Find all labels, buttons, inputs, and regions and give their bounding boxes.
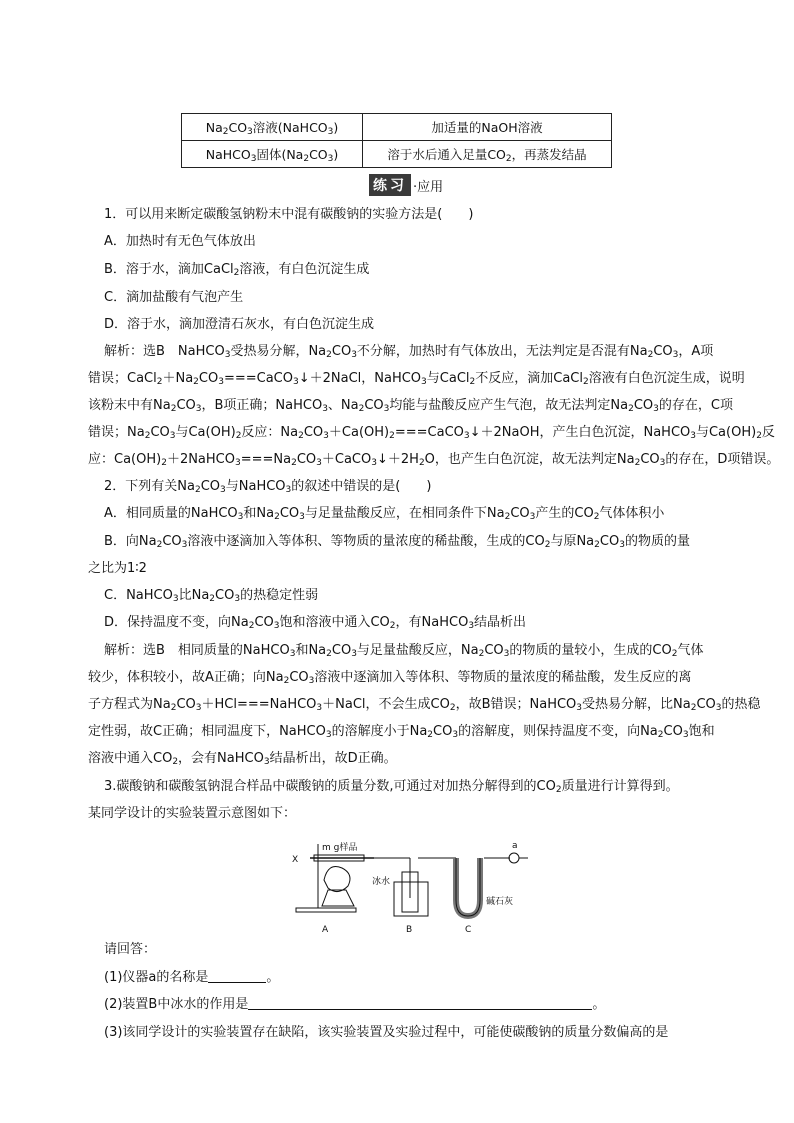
table-row bbox=[182, 141, 612, 168]
beaker-ice bbox=[394, 882, 428, 916]
analysis-line: 错误；$Na_2CO_3$与$Ca(OH)_2$反应：$Na_2CO_3+Ca(OH)_2===CaCO_3↓+2NaOH$，产生白色沉淀，NaHCO$_3$与$Ca(OH)_2$反 bbox=[88, 425, 775, 441]
answer-blank[interactable] bbox=[248, 997, 592, 1010]
u-tube-c bbox=[456, 858, 480, 916]
answer-prompt: 请回答： bbox=[104, 942, 157, 957]
option-d: D．溶于水，滴加澄清石灰水，有白色沉淀生成 bbox=[104, 317, 375, 332]
analysis-line: 子方程式为$Na_2CO_3+HCl===NaHCO_3+NaCl$，不会生成$CO_2$，故B错误；NaHCO$_3$受热易分解，比$Na_2CO_3$的热稳 bbox=[88, 697, 761, 713]
table-cell: $Na_2CO_3$溶液(NaHCO$_3$) bbox=[182, 114, 363, 141]
option-c: C．滴加盐酸有气泡产生 bbox=[104, 290, 244, 305]
analysis-line: 溶液中通入$CO_2$，会有NaHCO$_3$结晶析出，故D正确。 bbox=[88, 751, 397, 767]
practice-tag: 练习 bbox=[369, 174, 411, 196]
option-a: A．相同质量的NaHCO$_3$和$Na_2CO_3$与足量盐酸反应，在相同条件下$Na_2CO_3$产生的$CO_2$气体体积小 bbox=[104, 506, 665, 522]
table-cell: 加适量的NaOH溶液 bbox=[363, 114, 612, 141]
analysis-line: 错误；$CaCl_2+Na_2CO_3===CaCO_3↓+2NaCl$，NaHCO$_3$与CaCl$_2$不反应，滴加CaCl$_2$溶液有白色沉淀生成，说明 bbox=[88, 371, 745, 387]
label-C: C bbox=[465, 925, 472, 935]
alcohol-lamp bbox=[322, 890, 354, 906]
practice-heading bbox=[369, 174, 443, 196]
x-label: X bbox=[292, 855, 299, 865]
option-a: A．加热时有无色气体放出 bbox=[104, 234, 256, 249]
question-3: 3.碳酸钠和碳酸氢钠混合样品中碳酸钠的质量分数,可通过对加热分解得到的$CO_2$质量进行计算得到。 bbox=[104, 779, 679, 795]
subquestion-3: (3)该同学设计的实验装置存在缺陷，该实验装置及实验过程中，可能使碳酸钠的质量分数偏高的是 bbox=[104, 1025, 669, 1040]
purification-table bbox=[181, 113, 612, 168]
label-A: A bbox=[322, 925, 329, 935]
question-3-cont: 某同学设计的实验装置示意图如下： bbox=[88, 806, 297, 821]
option-b-cont: 之比为1∶2 bbox=[88, 561, 147, 576]
option-b: B．向$Na_2CO_3$溶液中逐滴加入等体积、等物质的量浓度的稀盐酸，生成的$CO_2$与原$Na_2CO_3$的物质的量 bbox=[104, 534, 690, 550]
subquestion-1: (1)仪器a的名称是 。 bbox=[104, 970, 280, 985]
analysis-line: 较少，体积较小，故A正确；向$Na_2CO_3$溶液中逐滴加入等体积、等物质的量浓度的稀盐酸，发生反应的离 bbox=[88, 670, 692, 686]
table-row bbox=[182, 114, 612, 141]
analysis-line: 解析：选B 相同质量的NaHCO$_3$和$Na_2CO_3$与足量盐酸反应，$Na_2CO_3$的物质的量较小，生成的$CO_2$气体 bbox=[104, 643, 704, 659]
question-2: 2．下列有关$Na_2CO_3$与NaHCO$_3$的叙述中错误的是( ) bbox=[104, 479, 432, 495]
table-cell: 溶于水后通入足量$CO_2$，再蒸发结晶 bbox=[363, 141, 612, 168]
table-cell: NaHCO$_3$固体$(Na_2CO_3)$ bbox=[182, 141, 363, 168]
analysis-line: 解析：选B NaHCO$_3$受热易分解，$Na_2CO_3$不分解，加热时有气体放出，无法判定是否混有$Na_2CO_3$，A项 bbox=[104, 344, 714, 360]
question-1: 1．可以用来断定碳酸氢钠粉末中混有碳酸钠的实验方法是( ) bbox=[104, 207, 474, 222]
subquestion-2: (2)装置B中冰水的作用是 。 bbox=[104, 997, 606, 1012]
sample-label: m g样品 bbox=[322, 843, 358, 853]
drying-bulb-a bbox=[509, 853, 519, 863]
analysis-line: 应：$Ca(OH)_2+2NaHCO_3===Na_2CO_3+CaCO_3↓+2H_2O$，也产生白色沉淀，故无法判定$Na_2CO_3$的存在，D项错误。 bbox=[88, 452, 780, 468]
a-label: a bbox=[512, 841, 518, 851]
stand-base bbox=[296, 908, 356, 912]
answer-blank[interactable] bbox=[208, 970, 266, 983]
lime-label: 碱石灰 bbox=[486, 897, 514, 907]
option-b: B．溶于水，滴加CaCl$_2$溶液，有白色沉淀生成 bbox=[104, 262, 370, 278]
analysis-line: 定性弱，故C正确；相同温度下，NaHCO$_3$的溶解度小于$Na_2CO_3$的溶解度，则保持温度不变，向$Na_2CO_3$饱和 bbox=[88, 724, 715, 740]
practice-suffix: ·应用 bbox=[413, 179, 444, 195]
burner-flame bbox=[324, 867, 350, 892]
apparatus-figure bbox=[288, 838, 532, 938]
option-d: D．保持温度不变，向$Na_2CO_3$饱和溶液中通入$CO_2$，有NaHCO$_3$结晶析出 bbox=[104, 615, 527, 631]
analysis-line: 该粉末中有$Na_2CO_3$，B项正确；NaHCO$_3$、$Na_2CO_3$均能与盐酸反应产生气泡，故无法判定$Na_2CO_3$的存在，C项 bbox=[88, 398, 733, 414]
option-c: C．NaHCO$_3$比$Na_2CO_3$的热稳定性弱 bbox=[104, 588, 319, 604]
label-B: B bbox=[406, 925, 413, 935]
ice-label: 冰水 bbox=[372, 877, 391, 887]
